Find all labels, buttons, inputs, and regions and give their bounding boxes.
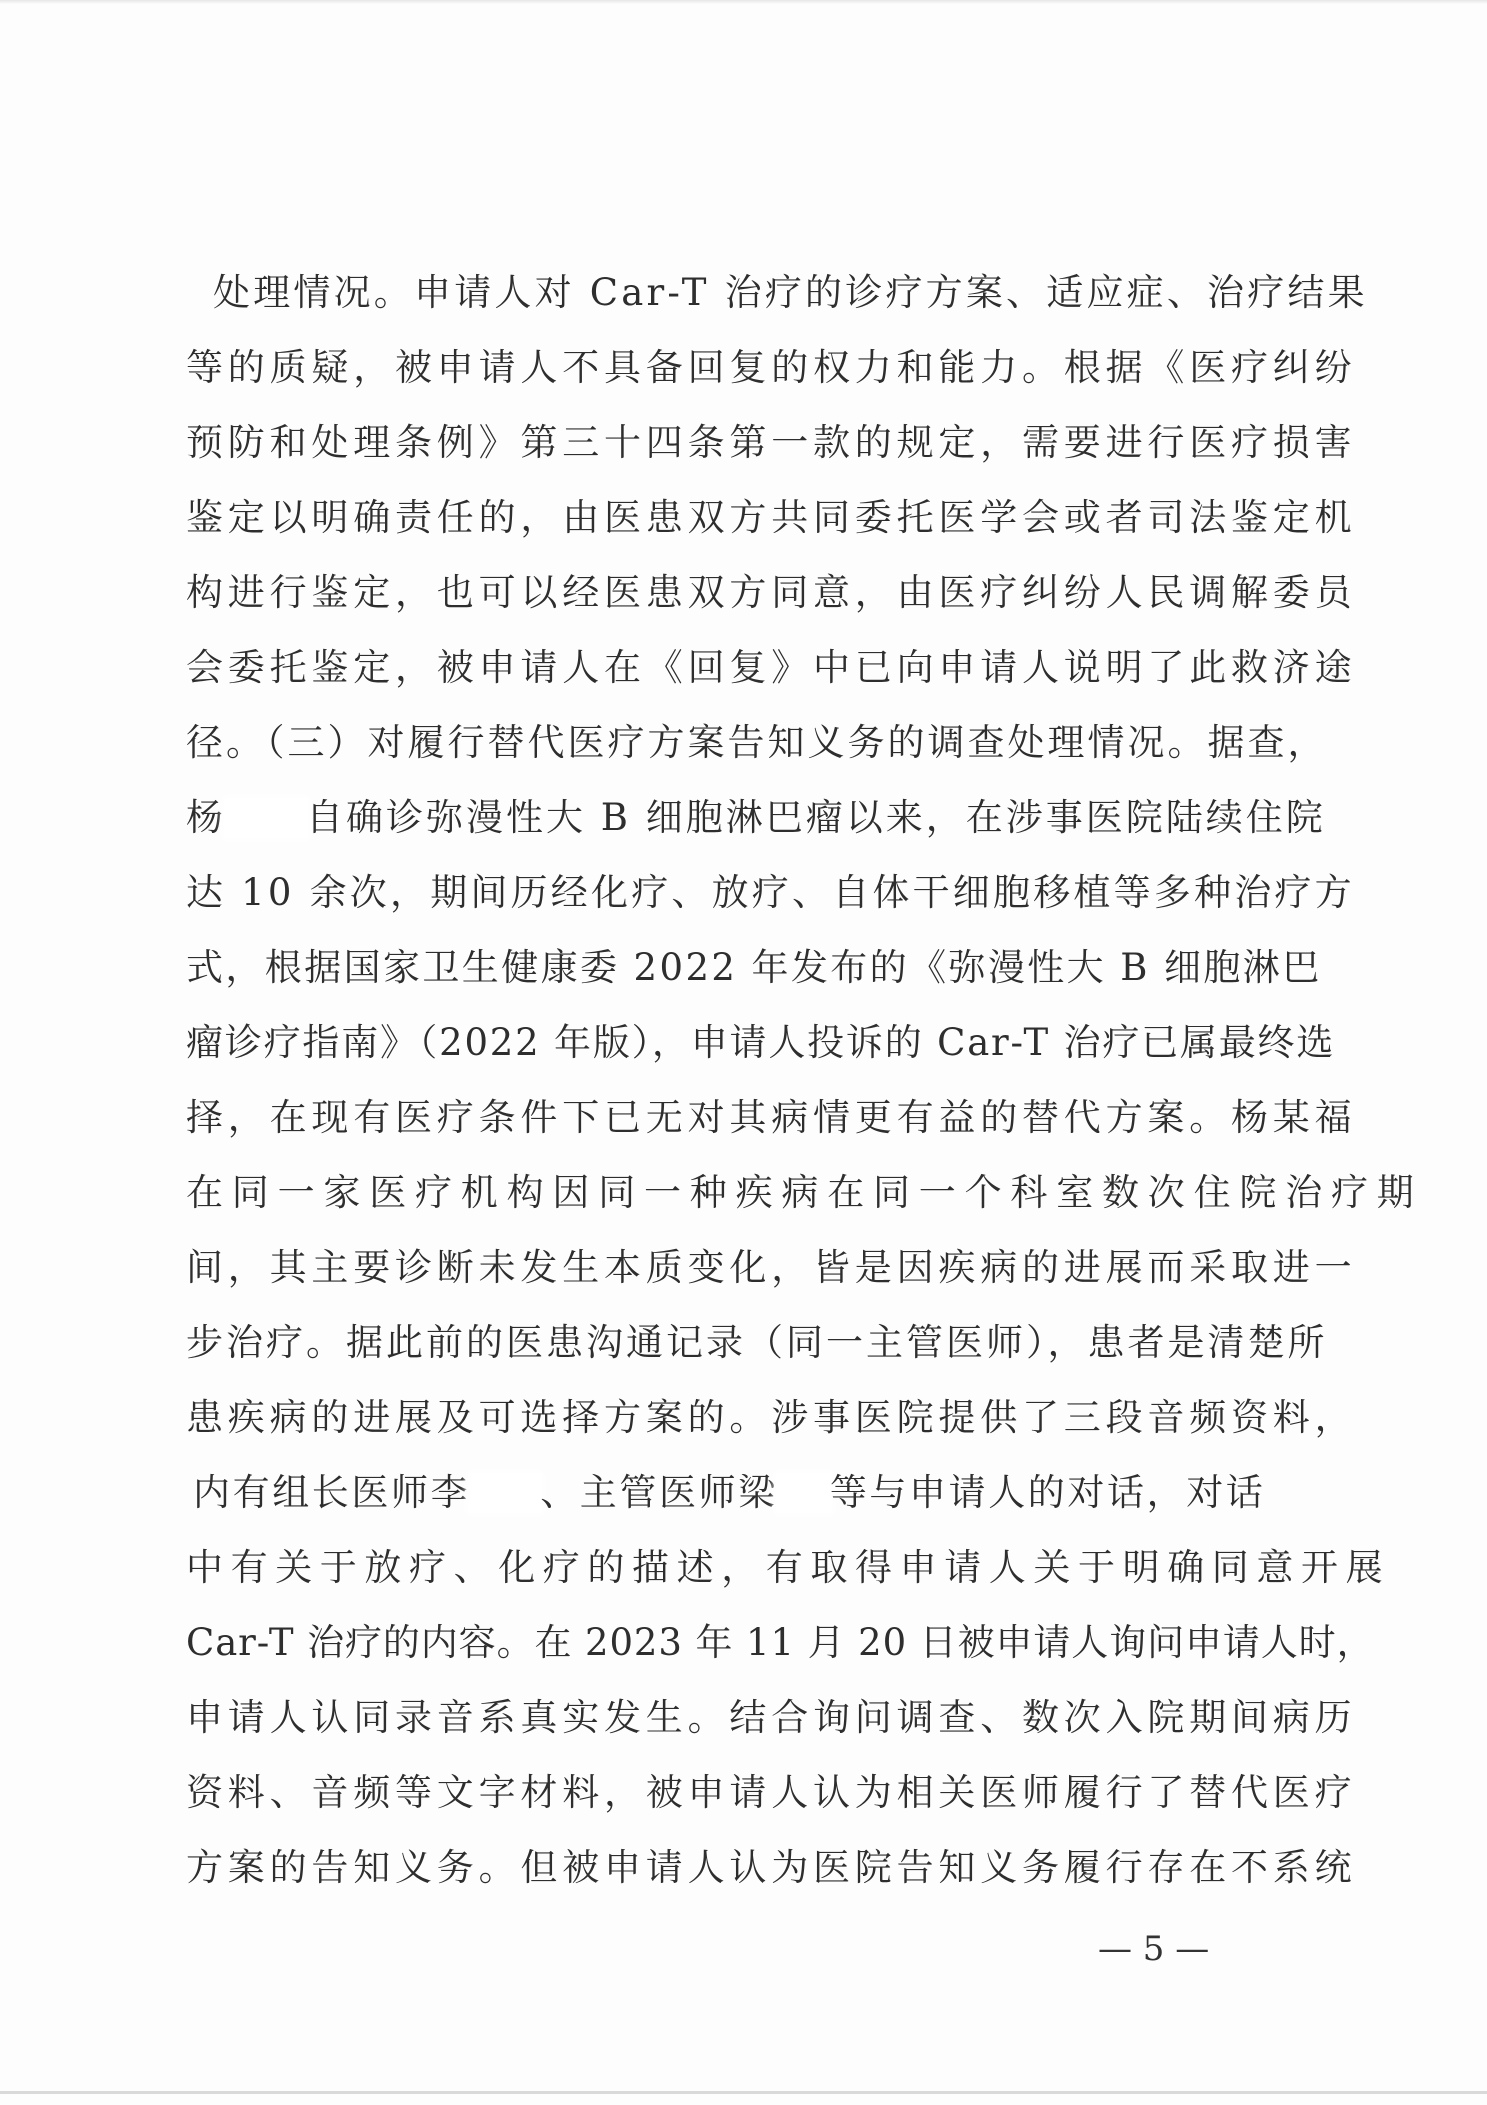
text-line [213,271,1368,315]
text-line [186,1771,1356,1815]
redaction [778,1475,830,1511]
text-line [193,1471,1265,1515]
text-line-content: 择，在现有医疗条件下已无对其病情更有益的替代方案。杨某福 [186,1096,1357,1139]
text-line [186,1696,1356,1740]
text-line-content: 、主管医师梁 [540,1471,778,1514]
text-line-content: 达 10 余次，期间历经化疗、放疗、自体干细胞移植等多种治疗方 [186,871,1355,914]
page-number: — 5 — [1098,1929,1210,1969]
text-line-content: 处理情况。申请人对 Car-T 治疗的诊疗方案、适应症、治疗结果 [213,271,1368,314]
text-line [186,1621,1374,1665]
text-line [186,346,1356,390]
scan-edge [0,0,1487,4]
text-line-content: 瘤诊疗指南》（2022 年版），申请人投诉的 Car-T 治疗已属最终选 [186,1021,1336,1064]
text-line [186,721,1328,765]
text-line [186,946,1322,990]
scan-edge [0,2091,1487,2094]
text-line [186,1021,1335,1065]
text-line [186,1396,1356,1440]
text-line [186,1246,1356,1290]
text-line-content: 步治疗。据此前的医患沟通记录（同一主管医师），患者是清楚所 [186,1321,1328,1364]
text-line [186,571,1356,615]
text-line-content: 径。（三）对履行替代医疗方案告知义务的调查处理情况。据查， [186,721,1328,764]
text-line-content: 方案的告知义务。但被申请人认为医院告知义务履行存在不系统 [186,1846,1357,1889]
text-line [186,421,1356,465]
text-line-content: 间，其主要诊断未发生本质变化，皆是因疾病的进展而采取进一 [186,1246,1357,1289]
text-line-content: 中有关于放疗、化疗的描述，有取得申请人关于明确同意开展 [186,1546,1391,1589]
text-line-content: 资料、音频等文字材料，被申请人认为相关医师履行了替代医疗 [186,1771,1357,1814]
text-line-content: 会委托鉴定，被申请人在《回复》中已向申请人说明了此救济途 [186,646,1357,689]
text-line [186,1546,1390,1590]
text-line-content: 在同一家医疗机构因同一种疾病在同一个科室数次住院治疗期 [186,1171,1423,1214]
text-line-content: 内有组长医师李 [193,1471,471,1514]
text-line-content: 等与申请人的对话，对话 [829,1471,1266,1514]
redaction [470,1475,540,1511]
text-line [186,646,1356,690]
text-line-content: 申请人认同录音系真实发生。结合询问调查、数次入院期间病历 [186,1696,1357,1739]
text-line [186,1171,1423,1215]
text-line-content: 构进行鉴定，也可以经医患双方同意，由医疗纠纷人民调解委员 [186,571,1357,614]
text-line [186,496,1356,540]
text-line [186,796,1326,840]
text-line-content: 式，根据国家卫生健康委 2022 年发布的《弥漫性大 B 细胞淋巴 [186,946,1322,989]
text-line [186,1096,1356,1140]
redaction [226,800,306,836]
text-line-content: 自确诊弥漫性大 B 细胞淋巴瘤以来，在涉事医院陆续住院 [306,796,1326,839]
text-line [186,871,1355,915]
text-line-content: 鉴定以明确责任的，由医患双方共同委托医学会或者司法鉴定机 [186,496,1357,539]
text-line [186,1321,1328,1365]
text-line-content: 杨 [186,796,226,839]
text-line-content: 患疾病的进展及可选择方案的。涉事医院提供了三段音频资料， [186,1396,1357,1439]
text-line-content: 预防和处理条例》第三十四条第一款的规定，需要进行医疗损害 [186,421,1357,464]
text-line-content: 等的质疑，被申请人不具备回复的权力和能力。根据《医疗纠纷 [186,346,1357,389]
text-line [186,1846,1356,1890]
text-line-content: Car-T 治疗的内容。在 2023 年 11 月 20 日被申请人询问申请人时， [186,1621,1375,1664]
